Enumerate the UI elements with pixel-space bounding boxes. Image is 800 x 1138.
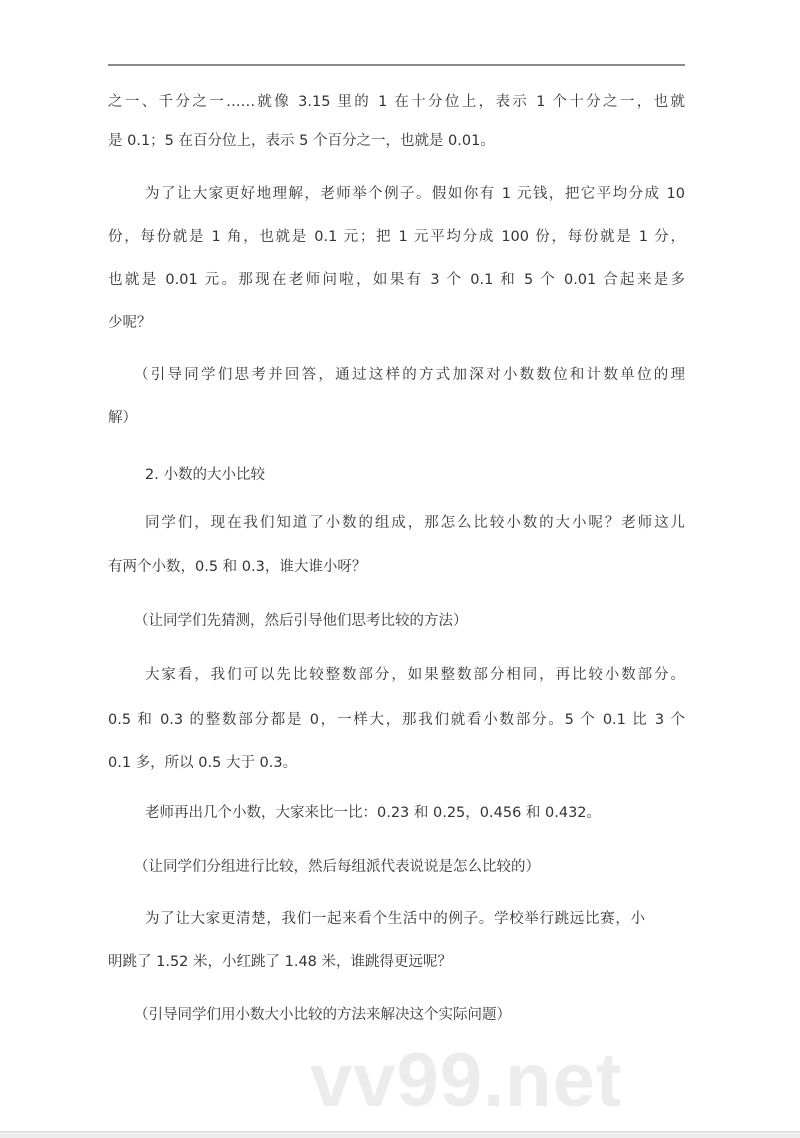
text-line: （引导同学们思考并回答，通过这样的方式加深对小数数位和计数单位的理 — [134, 367, 685, 383]
text-line: （让同学们先猜测，然后引导他们思考比较的方法） — [134, 613, 468, 629]
text-line: 同学们，现在我们知道了小数的组成，那怎么比较小数的大小呢？老师这儿 — [145, 515, 685, 531]
text-line: 0.5 和 0.3 的整数部分都是 0，一样大，那我们就看小数部分。5 个 0.1 比 3 个 — [108, 712, 685, 728]
text-line: 为了让大家更清楚，我们一起来看个生活中的例子。学校举行跳远比赛，小 — [145, 911, 645, 927]
text-line: 老师再出几个小数，大家来比一比：0.23 和 0.25，0.456 和 0.432。 — [145, 805, 602, 821]
text-line: 之一、千分之一……就像 3.15 里的 1 在十分位上，表示 1 个十分之一，也就 — [108, 94, 685, 110]
text-line: 为了让大家更好地理解，老师举个例子。假如你有 1 元钱，把它平均分成 10 — [145, 186, 685, 202]
text-line: 是 0.1；5 在百分位上，表示 5 个百分之一，也就是 0.01。 — [108, 133, 495, 149]
text-line: （让同学们分组进行比较，然后每组派代表说说是怎么比较的） — [134, 859, 540, 875]
text-line: 少呢？ — [108, 315, 152, 331]
section-heading: 2. 小数的大小比较 — [145, 467, 265, 483]
text-line: 0.1 多，所以 0.5 大于 0.3。 — [108, 755, 298, 771]
watermark: vv99.net — [310, 1038, 623, 1123]
text-line: 大家看，我们可以先比较整数部分，如果整数部分相同，再比较小数部分。 — [145, 667, 685, 683]
text-line: 明跳了 1.52 米，小红跳了 1.48 米，谁跳得更远呢？ — [108, 954, 453, 970]
text-line: （引导同学们用小数大小比较的方法来解决这个实际问题） — [134, 1007, 511, 1023]
text-line: 份，每份就是 1 角，也就是 0.1 元；把 1 元平均分成 100 份，每份就是 1 分， — [108, 229, 685, 245]
text-line: 有两个小数，0.5 和 0.3，谁大谁小呀？ — [108, 559, 367, 575]
header-rule — [108, 64, 685, 66]
text-line: 也就是 0.01 元。那现在老师问啦，如果有 3 个 0.1 和 5 个 0.01 合起来是多 — [108, 272, 685, 288]
text-line: 解） — [108, 410, 137, 426]
